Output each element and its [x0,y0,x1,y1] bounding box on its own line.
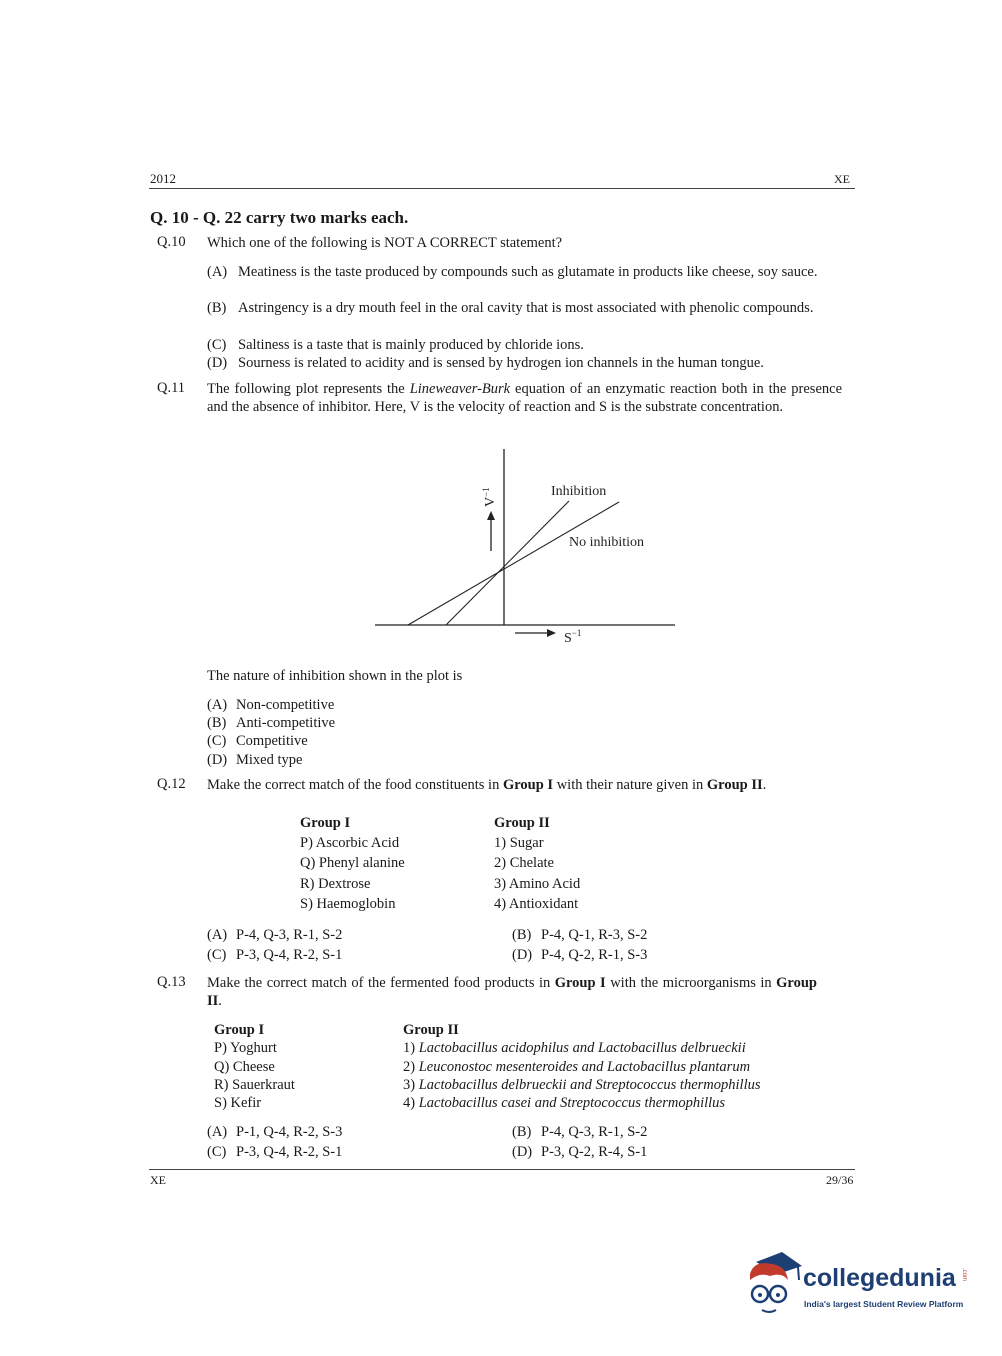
q10-option-c-label: (C) [207,337,227,353]
q12-group2-item: 4) Antioxidant [494,895,579,912]
q11-options [207,696,335,769]
y-arrow-head [487,511,495,520]
q10-option-d [207,354,764,372]
q11-option-b: (B) Anti-competitive [207,715,336,732]
q11-option-a: (A) Non-competitive [207,697,335,713]
logo-suffix: .com [961,1268,967,1282]
q11-number: Q.11 [157,380,186,396]
q13-group2-item: 1) Lactobacillus acidophilus and Lactobacillus delbrueckii [403,1040,746,1057]
q11-text: The following plot represents the Lineweaver-Burk equation of an enzymatic reaction both in the presence and the absence of inhibitor. Here, V is the velocity of reaction and S is the substrate concentration. [207,381,843,415]
q12-number: Q.12 [157,776,186,792]
q12-option-c: (C) P-3, Q-4, R-2, S-1 [207,946,343,963]
q13-group1-item: Q) Cheese [214,1058,275,1075]
q13-options-left [207,1123,342,1162]
q12-group1-item: Q) Phenyl alanine [300,855,405,872]
q11-option-d: (D) Mixed type [207,751,303,768]
header-code: XE [834,172,850,186]
q13-group2-item: 2) Leuconostoc mesenteroides and Lactobacillus plantarum [403,1058,751,1075]
q13-group2-item: 4) Lactobacillus casei and Streptococcus thermophillus [403,1095,726,1112]
q13-options-right [512,1123,647,1162]
logo-wordmark: collegedunia [803,1264,956,1292]
q13-group1-item: P) Yoghurt [214,1040,277,1057]
q13-option-b: (B) P-4, Q-3, R-1, S-2 [512,1124,648,1140]
footer-code: XE [150,1173,166,1187]
q13-group1-item: S) Kefir [214,1095,262,1112]
q12-group2-item: 1) Sugar [494,835,544,852]
lineweaver-burk-plot [370,445,680,650]
q10-option-c-text: Saltiness is a taste that is mainly produced by chloride ions. [238,337,584,353]
q13-group1-title: Group I [214,1022,265,1038]
q10-option-b-text: Astringency is a dry mouth feel in the oral cavity that is most associated with phenolic compounds. [238,300,814,316]
q12-group1 [300,813,405,914]
footer-page: 29/36 [826,1173,854,1187]
q13-text: Make the correct match of the fermented food products in Group I with the microorganisms in Group II. [207,975,817,1009]
q12-group2 [494,813,580,914]
q13-option-c: (C) P-3, Q-4, R-2, S-1 [207,1143,343,1160]
q13-number: Q.13 [157,974,186,990]
x-axis-label: $S^{-1}$ [564,628,582,646]
q13-group2-item: 3) Lactobacillus delbrueckii and Streptococcus thermophillus [403,1076,761,1093]
q10-option-d-label: (D) [207,355,228,371]
q13-group2 [403,1021,761,1112]
y-axis-label: $V^{-1}$ [481,487,498,507]
logo-mascot-icon [742,1250,804,1318]
q12-option-b: (B) P-4, Q-1, R-3, S-2 [512,927,648,943]
q10-option-a [207,263,842,281]
collegedunia-logo [742,1250,804,1323]
q12-group2-item: 3) Amino Acid [494,875,581,892]
no-inhibition-line [408,502,619,625]
header-year: 2012 [150,171,176,186]
q12-option-a: (A) P-4, Q-3, R-1, S-2 [207,927,343,943]
q13-group1 [214,1021,295,1112]
footer-rule [149,1169,855,1170]
q12-group1-item: S) Haemoglobin [300,895,396,912]
q13-group2-title: Group II [403,1022,459,1038]
q13-option-a: (A) P-1, Q-4, R-2, S-3 [207,1124,343,1140]
x-arrow-head [547,629,556,637]
section-title: Q. 10 - Q. 22 carry two marks each. [150,208,409,227]
q12-group1-item: P) Ascorbic Acid [300,835,400,852]
logo-tagline: India's largest Student Review Platform [804,1299,964,1309]
no-inhibition-label: No inhibition [569,535,645,550]
q13-option-d: (D) P-3, Q-2, R-4, S-1 [512,1143,648,1160]
q12-group2-item: 2) Chelate [494,855,554,872]
q12-group2-title: Group II [494,815,550,831]
q12-options-right [512,926,647,965]
q10-option-a-label: (A) [207,264,228,280]
q12-group1-item: R) Dextrose [300,875,371,892]
q12-option-d: (D) P-4, Q-2, R-1, S-3 [512,946,648,963]
inhibition-label: Inhibition [551,484,607,499]
q10-text: Which one of the following is NOT A CORRECT statement? [207,235,563,251]
q10-option-c [207,336,584,354]
q13-group1-item: R) Sauerkraut [214,1076,295,1093]
header-rule [149,188,855,189]
inhibition-line [446,501,569,625]
q10-option-d-text: Sourness is related to acidity and is sensed by hydrogen ion channels in the human tongue. [238,355,764,371]
q12-text: Make the correct match of the food constituents in Group I with their nature given in Group II. [207,777,767,793]
q10-option-b [207,299,842,317]
q10-number: Q.10 [157,234,186,250]
q10-option-a-text: Meatiness is the taste produced by compounds such as glutamate in products like cheese, soy sauce. [238,264,818,280]
q10-option-b-label: (B) [207,300,227,316]
q12-options-left [207,926,342,965]
q11-prompt: The nature of inhibition shown in the plot is [207,668,463,684]
q12-group1-title: Group I [300,815,351,831]
q11-option-c: (C) Competitive [207,733,308,750]
